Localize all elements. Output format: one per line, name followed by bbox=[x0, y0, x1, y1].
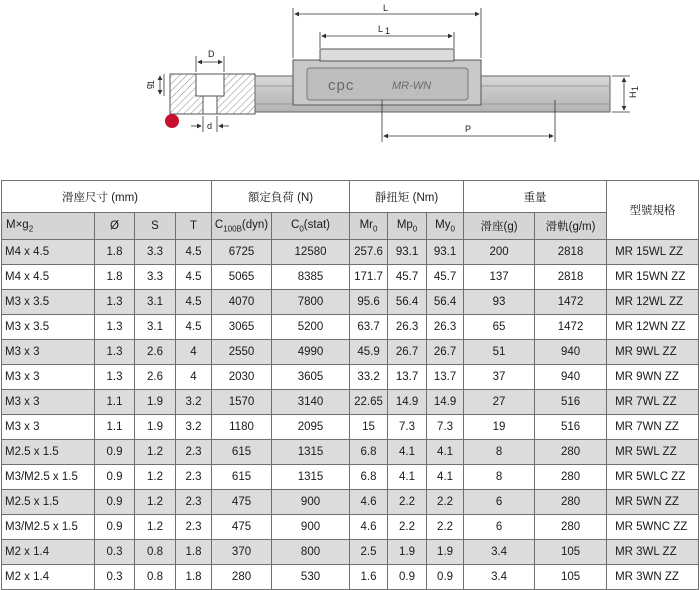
table-cell: 45.7 bbox=[427, 265, 464, 290]
table-cell: 19 bbox=[464, 415, 535, 440]
table-cell: 3.4 bbox=[464, 540, 535, 565]
table-cell: 4.5 bbox=[176, 265, 212, 290]
table-cell: 8385 bbox=[272, 265, 350, 290]
label-L1-sub: 1 bbox=[385, 26, 391, 36]
model-cell: MR 5WL ZZ bbox=[607, 440, 699, 465]
table-row bbox=[2, 490, 699, 515]
col-mxg: $M\times g_2$ bbox=[2, 213, 95, 240]
table-cell: 171.7 bbox=[350, 265, 388, 290]
table-cell: 615 bbox=[212, 465, 272, 490]
model-cell: MR 7WN ZZ bbox=[607, 415, 699, 440]
table-cell: M4 x 4.5 bbox=[2, 240, 95, 265]
table-cell: 95.6 bbox=[350, 290, 388, 315]
table-cell: 0.9 bbox=[95, 465, 135, 490]
table-cell: 3605 bbox=[272, 365, 350, 390]
table-cell: 4.5 bbox=[176, 240, 212, 265]
table-row bbox=[2, 265, 699, 290]
table-cell: 4.6 bbox=[350, 490, 388, 515]
table-cell: 475 bbox=[212, 515, 272, 540]
table-cell: 105 bbox=[535, 540, 607, 565]
table-cell: 4070 bbox=[212, 290, 272, 315]
table-cell: 1.2 bbox=[135, 515, 176, 540]
table-cell: M3/M2.5 x 1.5 bbox=[2, 465, 95, 490]
table-cell: 475 bbox=[212, 490, 272, 515]
table-cell: 1.2 bbox=[135, 490, 176, 515]
table-cell: 2.2 bbox=[388, 515, 427, 540]
table-cell: 4.5 bbox=[176, 290, 212, 315]
col-mp: $Mp_0$ bbox=[388, 213, 427, 240]
table-cell: 1.8 bbox=[176, 565, 212, 590]
header-weight: 重量 bbox=[464, 181, 607, 213]
table-cell: 6.8 bbox=[350, 465, 388, 490]
label-H1-sub: 1 bbox=[630, 85, 640, 91]
table-cell: 93.1 bbox=[427, 240, 464, 265]
table-cell: 4 bbox=[176, 365, 212, 390]
table-cell: 105 bbox=[535, 565, 607, 590]
label-g1: g bbox=[144, 83, 154, 89]
table-cell: 56.4 bbox=[388, 290, 427, 315]
model-cell: MR 7WL ZZ bbox=[607, 390, 699, 415]
col-s: S bbox=[135, 213, 176, 240]
table-cell: 0.3 bbox=[95, 540, 135, 565]
table-cell: 940 bbox=[535, 365, 607, 390]
table-cell: 530 bbox=[272, 565, 350, 590]
table-cell: 257.6 bbox=[350, 240, 388, 265]
table-cell: 1315 bbox=[272, 465, 350, 490]
table-cell: 2818 bbox=[535, 240, 607, 265]
brand-mark: cpc bbox=[328, 77, 355, 94]
label-P: P bbox=[465, 124, 472, 134]
table-cell: 1472 bbox=[535, 290, 607, 315]
table-cell: 3.4 bbox=[464, 565, 535, 590]
table-cell: M3/M2.5 x 1.5 bbox=[2, 515, 95, 540]
table-cell: 7.3 bbox=[427, 415, 464, 440]
table-cell: 12580 bbox=[272, 240, 350, 265]
model-cell: MR 12WN ZZ bbox=[607, 315, 699, 340]
table-cell: 1.1 bbox=[95, 415, 135, 440]
col-my: $My_0$ bbox=[427, 213, 464, 240]
table-cell: M2 x 1.4 bbox=[2, 540, 95, 565]
col-t: T bbox=[176, 213, 212, 240]
header-size: 滑座尺寸 (mm) bbox=[2, 181, 212, 213]
model-cell: MR 15WN ZZ bbox=[607, 265, 699, 290]
table-cell: 4.1 bbox=[427, 465, 464, 490]
table-cell: 280 bbox=[535, 465, 607, 490]
table-cell: 33.2 bbox=[350, 365, 388, 390]
table-cell: 900 bbox=[272, 490, 350, 515]
table-cell: 22.65 bbox=[350, 390, 388, 415]
table-cell: M2.5 x 1.5 bbox=[2, 440, 95, 465]
table-cell: M3 x 3 bbox=[2, 390, 95, 415]
model-mark: MR-WN bbox=[392, 80, 432, 92]
label-d: d bbox=[207, 121, 213, 131]
table-cell: 280 bbox=[535, 490, 607, 515]
table-cell: 8 bbox=[464, 440, 535, 465]
table-cell: 1570 bbox=[212, 390, 272, 415]
header-model: 型號規格 bbox=[607, 181, 699, 240]
table-cell: 4 bbox=[176, 340, 212, 365]
table-cell: 2.3 bbox=[176, 515, 212, 540]
table-cell: 63.7 bbox=[350, 315, 388, 340]
table-cell: 15 bbox=[350, 415, 388, 440]
table-row bbox=[2, 240, 699, 265]
table-row bbox=[2, 515, 699, 540]
table-cell: 45.7 bbox=[388, 265, 427, 290]
model-cell: MR 3WN ZZ bbox=[607, 565, 699, 590]
table-row bbox=[2, 315, 699, 340]
header-moment: 靜扭矩 (Nm) bbox=[350, 181, 464, 213]
table-cell: 1.3 bbox=[95, 315, 135, 340]
table-cell: 7.3 bbox=[388, 415, 427, 440]
table-cell: 93.1 bbox=[388, 240, 427, 265]
linear-guide-drawing bbox=[0, 0, 700, 170]
table-cell: 14.9 bbox=[427, 390, 464, 415]
table-cell: 6 bbox=[464, 515, 535, 540]
table-cell: 2550 bbox=[212, 340, 272, 365]
table-cell: 0.9 bbox=[95, 515, 135, 540]
table-cell: M3 x 3 bbox=[2, 340, 95, 365]
table-row bbox=[2, 390, 699, 415]
table-cell: 1315 bbox=[272, 440, 350, 465]
model-cell: MR 3WL ZZ bbox=[607, 540, 699, 565]
table-row bbox=[2, 365, 699, 390]
table-row bbox=[2, 415, 699, 440]
table-cell: M3 x 3.5 bbox=[2, 315, 95, 340]
table-cell: 1.9 bbox=[388, 540, 427, 565]
table-cell: 0.9 bbox=[427, 565, 464, 590]
table-cell: 8 bbox=[464, 465, 535, 490]
table-cell: 4.6 bbox=[350, 515, 388, 540]
table-cell: 0.9 bbox=[388, 565, 427, 590]
table-cell: 900 bbox=[272, 515, 350, 540]
table-cell: 27 bbox=[464, 390, 535, 415]
table-cell: 2.2 bbox=[388, 490, 427, 515]
table-cell: 1.3 bbox=[95, 290, 135, 315]
table-cell: 2030 bbox=[212, 365, 272, 390]
table-cell: 1.1 bbox=[95, 390, 135, 415]
table-cell: 2.3 bbox=[176, 490, 212, 515]
table-cell: 1.8 bbox=[95, 265, 135, 290]
col-mr: $Mr_0$ bbox=[350, 213, 388, 240]
table-cell: 65 bbox=[464, 315, 535, 340]
table-cell: 137 bbox=[464, 265, 535, 290]
table-cell: 3.1 bbox=[135, 290, 176, 315]
table-cell: M2.5 x 1.5 bbox=[2, 490, 95, 515]
red-dot-decoration bbox=[165, 114, 179, 128]
table-cell: 1.6 bbox=[350, 565, 388, 590]
table-cell: 26.7 bbox=[427, 340, 464, 365]
table-cell: 3.3 bbox=[135, 240, 176, 265]
table-cell: 5200 bbox=[272, 315, 350, 340]
table-cell: 0.3 bbox=[95, 565, 135, 590]
table-cell: 2.6 bbox=[135, 340, 176, 365]
table-cell: 1.2 bbox=[135, 440, 176, 465]
table-cell: 4.1 bbox=[388, 440, 427, 465]
rail-section bbox=[170, 74, 255, 114]
slider-block bbox=[293, 49, 481, 105]
table-cell: 93 bbox=[464, 290, 535, 315]
spec-table bbox=[1, 180, 699, 590]
table-row bbox=[2, 440, 699, 465]
model-cell: MR 5WLC ZZ bbox=[607, 465, 699, 490]
label-g1-sub: 1 bbox=[146, 79, 156, 85]
table-cell: 0.9 bbox=[95, 490, 135, 515]
table-cell: 4990 bbox=[272, 340, 350, 365]
table-cell: M3 x 3.5 bbox=[2, 290, 95, 315]
table-cell: 280 bbox=[535, 515, 607, 540]
table-cell: 4.1 bbox=[427, 440, 464, 465]
table-cell: 2.6 bbox=[135, 365, 176, 390]
table-cell: 6 bbox=[464, 490, 535, 515]
table-cell: 37 bbox=[464, 365, 535, 390]
col-phi: Ø bbox=[95, 213, 135, 240]
table-cell: 26.3 bbox=[388, 315, 427, 340]
label-L1: L bbox=[378, 24, 384, 34]
table-cell: M2 x 1.4 bbox=[2, 565, 95, 590]
table-cell: 6725 bbox=[212, 240, 272, 265]
table-cell: 2.2 bbox=[427, 490, 464, 515]
table-cell: 2.3 bbox=[176, 440, 212, 465]
table-cell: 5065 bbox=[212, 265, 272, 290]
table-row bbox=[2, 565, 699, 590]
table-cell: 0.8 bbox=[135, 540, 176, 565]
label-L: L bbox=[383, 3, 389, 13]
table-cell: 51 bbox=[464, 340, 535, 365]
table-cell: 1.3 bbox=[95, 340, 135, 365]
table-cell: 3140 bbox=[272, 390, 350, 415]
table-cell: 2.5 bbox=[350, 540, 388, 565]
table-cell: 7800 bbox=[272, 290, 350, 315]
col-slider-weight: 滑座(g) bbox=[464, 213, 535, 240]
table-cell: 14.9 bbox=[388, 390, 427, 415]
table-cell: 4.5 bbox=[176, 315, 212, 340]
table-cell: 56.4 bbox=[427, 290, 464, 315]
table-cell: M3 x 3 bbox=[2, 415, 95, 440]
model-cell: MR 5WNC ZZ bbox=[607, 515, 699, 540]
col-c100b: $C_{100B}(dyn)$ bbox=[212, 213, 272, 240]
table-cell: 45.9 bbox=[350, 340, 388, 365]
table-cell: 0.8 bbox=[135, 565, 176, 590]
table-cell: 2.2 bbox=[427, 515, 464, 540]
table-row bbox=[2, 340, 699, 365]
table-cell: 280 bbox=[212, 565, 272, 590]
col-rail-weight: 滑軌(g/m) bbox=[535, 213, 607, 240]
table-cell: 280 bbox=[535, 440, 607, 465]
header-load: 額定負荷 (N) bbox=[212, 181, 350, 213]
table-cell: 13.7 bbox=[427, 365, 464, 390]
label-D: D bbox=[208, 49, 215, 59]
table-cell: 13.7 bbox=[388, 365, 427, 390]
table-cell: 3.2 bbox=[176, 390, 212, 415]
table-cell: 3.2 bbox=[176, 415, 212, 440]
col-c0: $C_0(stat)$ bbox=[272, 213, 350, 240]
table-cell: 4.1 bbox=[388, 465, 427, 490]
model-cell: MR 9WL ZZ bbox=[607, 340, 699, 365]
table-cell: 26.7 bbox=[388, 340, 427, 365]
table-cell: 1.2 bbox=[135, 465, 176, 490]
table-cell: 940 bbox=[535, 340, 607, 365]
table-cell: M4 x 4.5 bbox=[2, 265, 95, 290]
table-cell: 26.3 bbox=[427, 315, 464, 340]
model-cell: MR 12WL ZZ bbox=[607, 290, 699, 315]
table-cell: 2.3 bbox=[176, 465, 212, 490]
table-cell: 1.9 bbox=[135, 390, 176, 415]
table-cell: 3.1 bbox=[135, 315, 176, 340]
table-cell: 1.3 bbox=[95, 365, 135, 390]
table-cell: 200 bbox=[464, 240, 535, 265]
table-cell: 1472 bbox=[535, 315, 607, 340]
table-cell: 615 bbox=[212, 440, 272, 465]
table-cell: 6.8 bbox=[350, 440, 388, 465]
table-cell: 1.8 bbox=[95, 240, 135, 265]
table-cell: M3 x 3 bbox=[2, 365, 95, 390]
table-cell: 516 bbox=[535, 390, 607, 415]
table-cell: 1.9 bbox=[427, 540, 464, 565]
table-cell: 800 bbox=[272, 540, 350, 565]
table-body bbox=[2, 240, 699, 590]
table-cell: 1.9 bbox=[135, 415, 176, 440]
table-cell: 3065 bbox=[212, 315, 272, 340]
table-cell: 516 bbox=[535, 415, 607, 440]
table-row bbox=[2, 290, 699, 315]
table-cell: 2818 bbox=[535, 265, 607, 290]
table-cell: 2095 bbox=[272, 415, 350, 440]
model-cell: MR 9WN ZZ bbox=[607, 365, 699, 390]
model-cell: MR 5WN ZZ bbox=[607, 490, 699, 515]
label-H1: H bbox=[628, 91, 638, 98]
table-cell: 0.9 bbox=[95, 440, 135, 465]
table-row bbox=[2, 465, 699, 490]
model-cell: MR 15WL ZZ bbox=[607, 240, 699, 265]
table-cell: 1180 bbox=[212, 415, 272, 440]
table-cell: 370 bbox=[212, 540, 272, 565]
table-cell: 3.3 bbox=[135, 265, 176, 290]
table-cell: 1.8 bbox=[176, 540, 212, 565]
table-row bbox=[2, 540, 699, 565]
